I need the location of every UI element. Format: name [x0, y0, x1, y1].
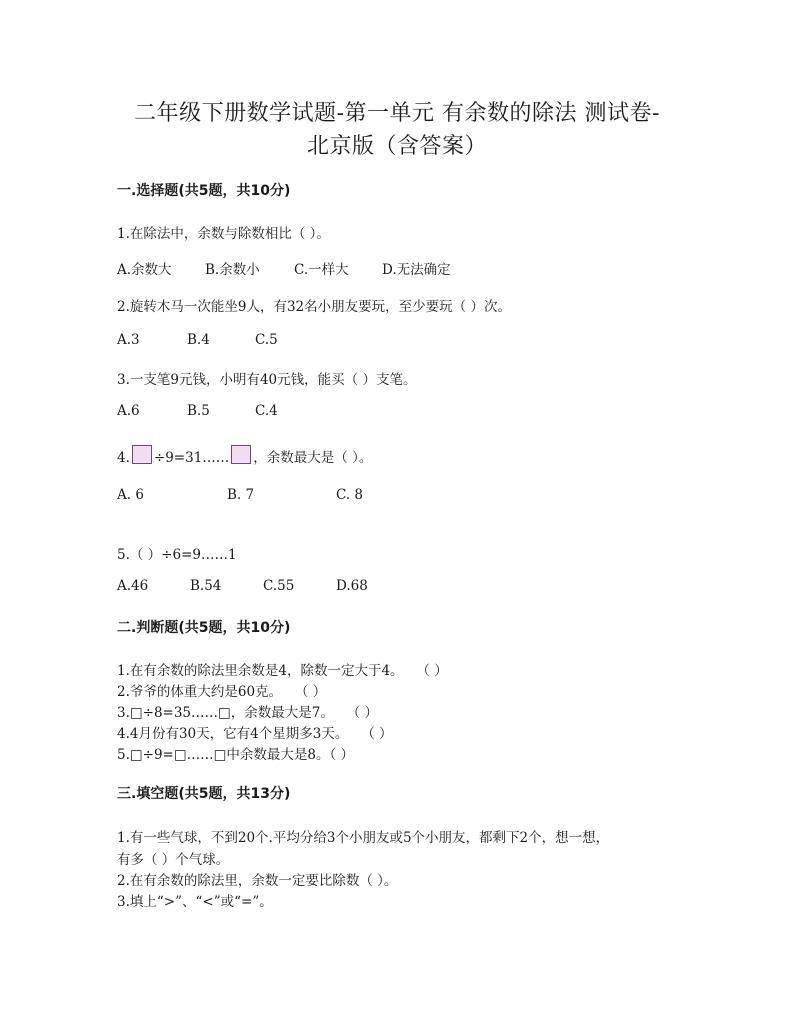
option-b: B.5: [187, 403, 210, 419]
judge-item-1: 1.在有余数的除法里余数是4，除数一定大于4。 （ ）: [117, 663, 448, 679]
judge-item-5: 5.□÷9=□……□中余数最大是8。（ ）: [117, 747, 354, 763]
section-2-heading: 二.判断题(共5题，共10分): [117, 620, 291, 636]
worksheet-title-line-1: 二年级下册数学试题-第一单元 有余数的除法 测试卷-: [134, 101, 660, 126]
option-a: A. 6: [117, 487, 144, 503]
question-1-1: 1.在除法中，余数与除数相比（ ）。: [117, 226, 330, 242]
option-a: A.46: [117, 578, 149, 594]
option-b: B.4: [187, 332, 210, 348]
option-c: C.一样大: [294, 262, 349, 278]
option-c: C.4: [255, 403, 278, 419]
fill-item-1-continued: 有多（ ）个气球。: [117, 852, 230, 868]
section-3-heading: 三.填空题(共5题，共13分): [117, 786, 291, 802]
option-a: A.3: [117, 332, 140, 348]
question-1-3: 3.一支笔9元钱，小明有40元钱，能买（ ）支笔。: [117, 372, 417, 388]
judge-item-3: 3.□÷8=35……□，余数最大是7。 （ ）: [117, 705, 379, 721]
worksheet-title-line-2: 北京版（含答案）: [306, 134, 487, 159]
option-d: D.无法确定: [382, 262, 451, 278]
option-b: B.54: [190, 578, 222, 594]
option-a: A.余数大: [117, 262, 172, 278]
question-1-2: 2.旋转木马一次能坐9人，有32名小朋友要玩，至少要玩（ ）次。: [117, 299, 511, 315]
judge-item-4: 4.4月份有30天，它有4个星期多3天。 （ ）: [117, 726, 393, 742]
question-1-4-suffix: ，余数最大是（ ）。: [253, 450, 373, 466]
option-c: C. 8: [336, 487, 364, 503]
option-c: C.55: [263, 578, 295, 594]
option-a: A.6: [117, 403, 140, 419]
question-1-4: [117, 445, 372, 466]
option-d: D.68: [336, 578, 368, 594]
question-1-4-middle: ÷9=31……: [153, 450, 230, 466]
question-1-4-prefix: 4.: [117, 450, 130, 466]
judge-item-2: 2.爷爷的体重大约是60克。 （ ）: [117, 684, 327, 700]
question-1-5: 5.（ ）÷6=9……1: [117, 547, 237, 563]
fill-item-3: 3.填上“>”、“<”或“=”。: [117, 894, 273, 910]
blank-box: [231, 445, 251, 464]
option-b: B.余数小: [205, 262, 260, 278]
fill-item-2: 2.在有余数的除法里，余数一定要比除数（ ）。: [117, 873, 398, 889]
option-b: B. 7: [227, 487, 255, 503]
option-c: C.5: [255, 332, 278, 348]
blank-box: [132, 445, 152, 464]
section-1-heading: 一.选择题(共5题，共10分): [117, 183, 291, 199]
fill-item-1: 1.有一些气球，不到20个.平均分给3个小朋友或5个小朋友，都剩下2个，想一想，: [117, 830, 610, 846]
